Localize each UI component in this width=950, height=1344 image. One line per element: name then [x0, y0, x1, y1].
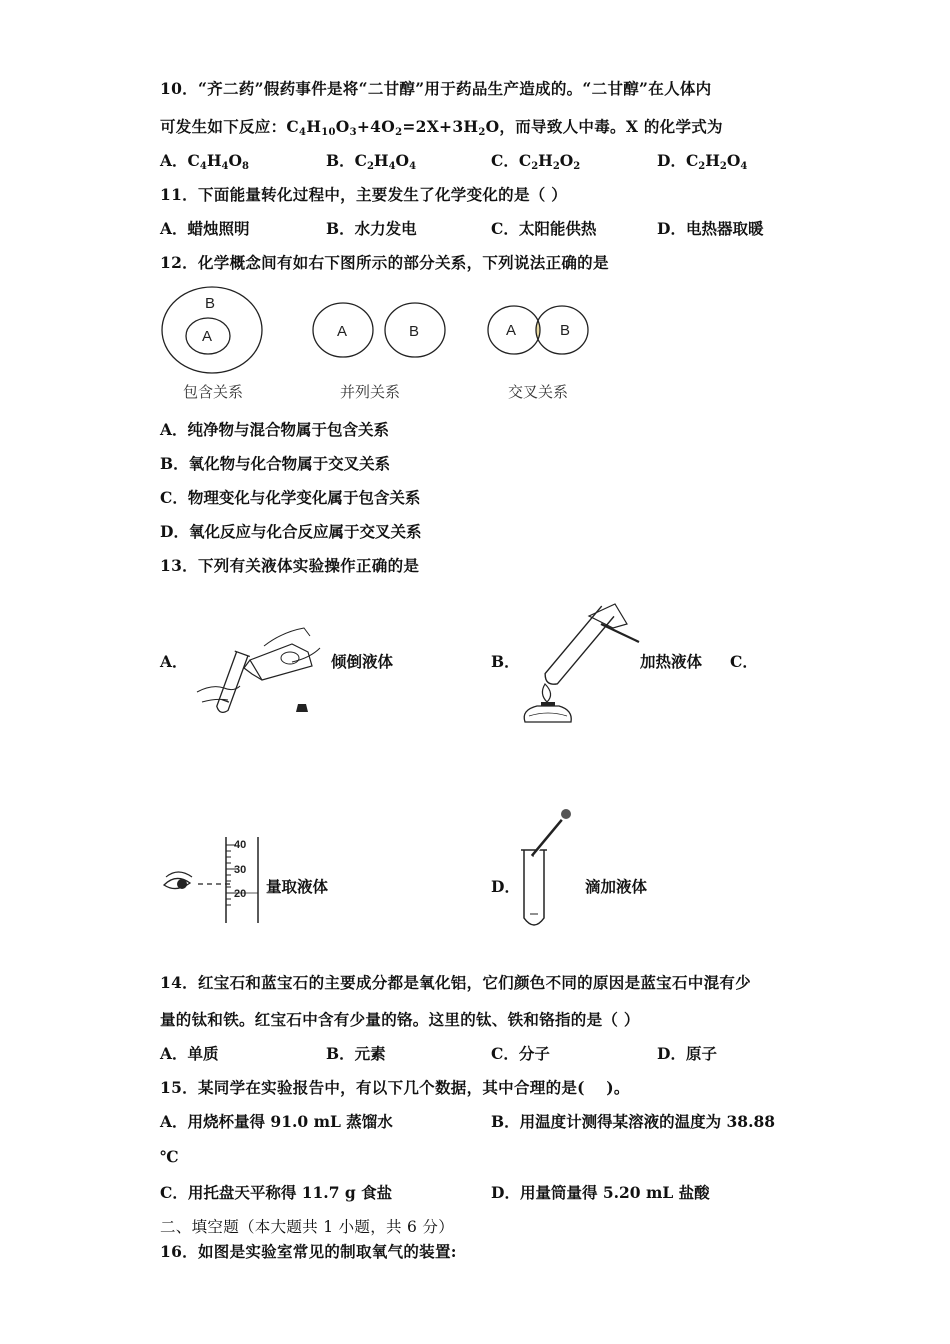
pouring-liquid-illustration — [192, 622, 327, 722]
q11-option-c[interactable]: C．太阳能供热 — [491, 219, 597, 238]
q14-option-c[interactable]: C．分子 — [491, 1044, 550, 1063]
q10-option-a[interactable]: A．$C_4H_4O_8$ — [160, 151, 249, 172]
q13-option-c-text[interactable]: 量取液体 — [266, 877, 329, 896]
q11-option-b[interactable]: B．水力发电 — [326, 219, 417, 238]
q10-equation: $C_4H_{10}O_3+4O_2=2X+3H_2O$ — [286, 117, 500, 138]
q13-option-d-label[interactable]: D． — [491, 877, 520, 896]
caption-parallel: 并列关系 — [340, 384, 401, 401]
q14-option-a[interactable]: A．单质 — [160, 1044, 219, 1063]
q13-option-a-label[interactable]: A． — [160, 652, 188, 671]
q12-relation-diagram — [150, 280, 610, 380]
q10-option-b[interactable]: B．$C_2H_4O_4$ — [326, 151, 417, 172]
q10-line2-prefix: 可发生如下反应： — [160, 117, 287, 136]
q13-option-b-text[interactable]: 加热液体 — [640, 652, 703, 671]
q14-line2: 量的钛和铁。红宝石中含有少量的铬。这里的钛、铁和铬指的是（ ） — [160, 1010, 640, 1029]
tick-label-40: 40 — [234, 839, 247, 851]
q13-option-b-label[interactable]: B． — [491, 652, 520, 671]
q10-line1: 10．“齐二药”假药事件是将“二甘醇”用于药品生产造成的。“二甘醇”在人体内 — [160, 79, 712, 98]
q14-line1: 14．红宝石和蓝宝石的主要成分都是氧化铝，它们颜色不同的原因是蓝宝石中混有少 — [160, 973, 751, 992]
q10-line2-suffix: ，而导致人中毒。X 的化学式为 — [499, 117, 723, 136]
parallel-label-b: B — [409, 323, 420, 340]
q13-stem: 13．下列有关液体实验操作正确的是 — [160, 556, 420, 575]
parallel-label-a: A — [337, 323, 348, 340]
tick-label-30: 30 — [234, 864, 247, 876]
q15-option-b[interactable]: B．用温度计测得某溶液的温度为 38.88 — [491, 1112, 776, 1131]
q12-option-c[interactable]: C．物理变化与化学变化属于包含关系 — [160, 488, 421, 507]
q13-option-c-label[interactable]: C． — [730, 652, 758, 671]
q15-option-b-unit: ℃ — [160, 1147, 179, 1166]
q13-option-d-text[interactable]: 滴加液体 — [585, 877, 648, 896]
q11-option-d[interactable]: D．电热器取暖 — [657, 219, 764, 238]
q12-stem: 12．化学概念间有如右下图所示的部分关系，下列说法正确的是 — [160, 253, 609, 272]
q11-option-a[interactable]: A．蜡烛照明 — [160, 219, 250, 238]
q10-option-c[interactable]: C．$C_2H_2O_2$ — [491, 151, 581, 172]
intersection-label-a: A — [506, 322, 517, 339]
caption-intersection: 交叉关系 — [508, 384, 569, 401]
section-heading: 二、填空题（本大题共 1 小题，共 6 分） — [160, 1218, 455, 1236]
q14-option-d[interactable]: D．原子 — [657, 1044, 717, 1063]
q10-option-d[interactable]: D．$C_2H_2O_4$ — [657, 151, 748, 172]
containment-label-b: B — [205, 295, 216, 312]
intersection-label-b: B — [560, 322, 571, 339]
q12-option-a[interactable]: A．纯净物与混合物属于包含关系 — [160, 420, 390, 439]
tick-label-20: 20 — [234, 888, 247, 900]
q13-option-a-text[interactable]: 倾倒液体 — [331, 652, 394, 671]
q15-option-c[interactable]: C．用托盘天平称得 11.7 g 食盐 — [160, 1183, 393, 1202]
measuring-cylinder-illustration — [160, 835, 265, 925]
q14-option-b[interactable]: B．元素 — [326, 1044, 386, 1063]
q11-stem: 11．下面能量转化过程中，主要发生了化学变化的是（ ） — [160, 185, 568, 204]
q12-option-d[interactable]: D．氧化反应与化合反应属于交叉关系 — [160, 522, 422, 541]
containment-label-a: A — [202, 328, 213, 345]
q10-line2 — [160, 115, 723, 138]
q15-option-d[interactable]: D．用量筒量得 5.20 mL 盐酸 — [491, 1183, 710, 1202]
q16-stem: 16．如图是实验室常见的制取氧气的装置: — [160, 1242, 457, 1261]
q15-stem: 15．某同学在实验报告中，有以下几个数据，其中合理的是( )。 — [160, 1078, 630, 1097]
dropping-liquid-illustration — [518, 806, 578, 934]
q12-option-b[interactable]: B．氧化物与化合物属于交叉关系 — [160, 454, 391, 473]
q15-option-a[interactable]: A．用烧杯量得 91.0 mL 蒸馏水 — [160, 1112, 393, 1131]
caption-containment: 包含关系 — [183, 384, 244, 401]
heating-liquid-illustration — [515, 598, 640, 728]
